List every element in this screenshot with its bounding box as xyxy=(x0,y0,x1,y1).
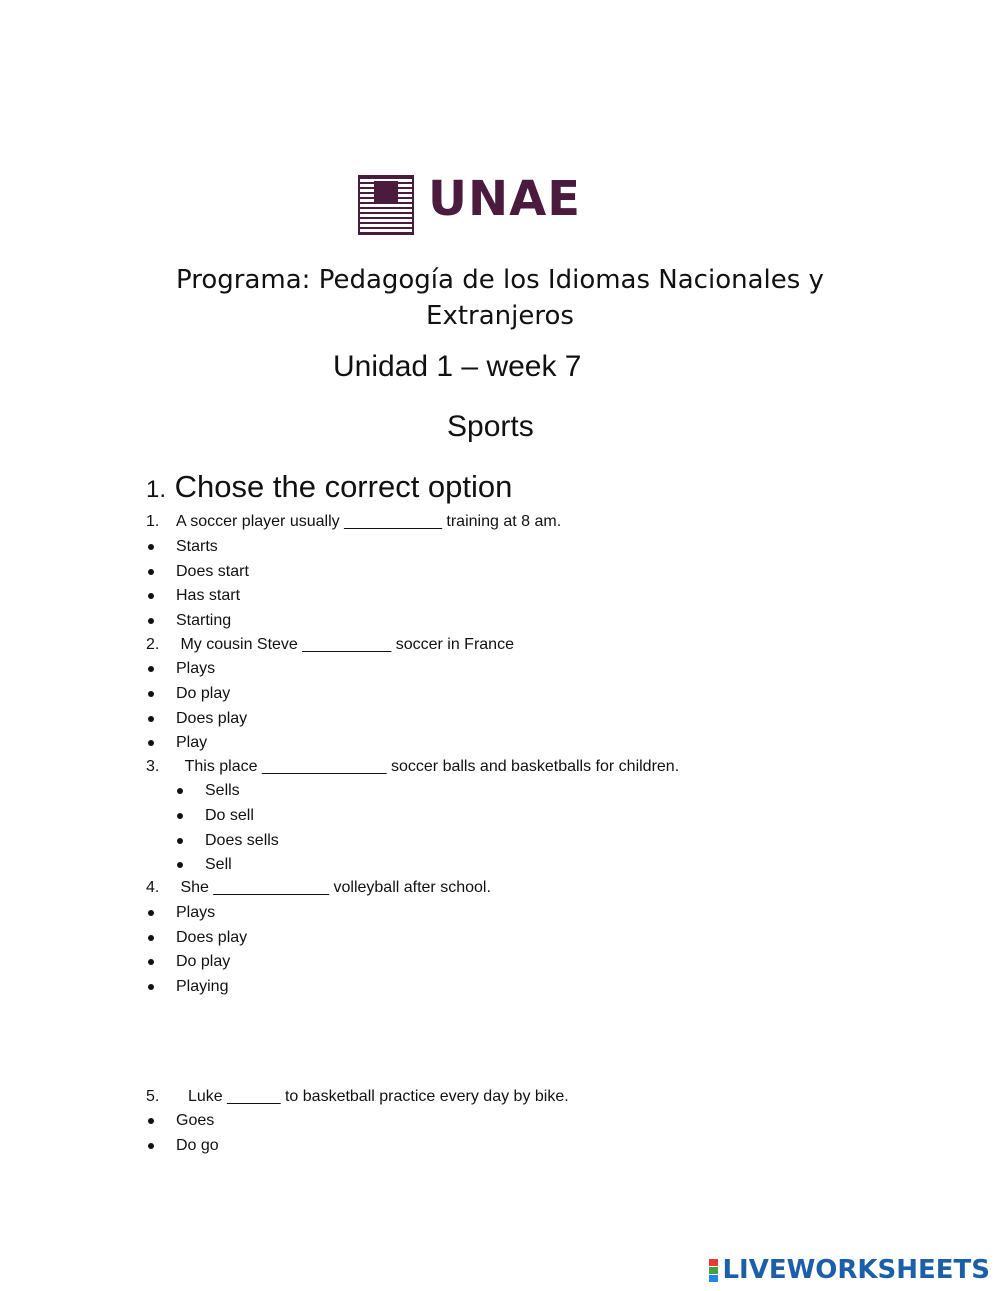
bullet-icon xyxy=(177,862,183,868)
bullet-icon xyxy=(148,935,154,941)
option-item[interactable]: Does start xyxy=(176,563,249,580)
liveworksheets-logo xyxy=(709,1255,990,1285)
option-item[interactable]: Playing xyxy=(176,978,229,995)
option-item[interactable]: Sells xyxy=(205,782,240,799)
unae-logo xyxy=(358,171,588,237)
bullet-icon xyxy=(148,618,154,624)
option-item[interactable]: Starting xyxy=(176,612,232,629)
bullet-icon xyxy=(148,1118,154,1124)
bullet-icon xyxy=(148,593,154,599)
bullet-icon xyxy=(148,984,154,990)
topic-title: Sports xyxy=(447,410,534,443)
program-title: Programa: Pedagogía de los Idiomas Nacionales y Extranjeros xyxy=(176,265,824,331)
brand-block xyxy=(709,1267,718,1274)
option-item[interactable]: Do go xyxy=(176,1137,219,1154)
question-number: 1. xyxy=(146,513,160,530)
brand-text: LIVEWORKSHEETS xyxy=(722,1255,990,1285)
question-number: 2. xyxy=(146,636,160,653)
section-title: Chose the correct option xyxy=(174,469,513,504)
question-text: This place ______________ soccer balls and basketballs for children. xyxy=(176,758,680,775)
option-item[interactable]: Plays xyxy=(176,904,216,921)
option-item[interactable]: Does play xyxy=(176,929,248,946)
question-text: My cousin Steve __________ soccer in France xyxy=(176,636,514,653)
bullet-icon xyxy=(148,544,154,550)
question-number: 4. xyxy=(146,879,160,896)
option-item[interactable]: Starts xyxy=(176,538,218,555)
bullet-icon xyxy=(177,838,183,844)
bullet-icon xyxy=(148,740,154,746)
bullet-icon xyxy=(177,788,183,794)
option-item[interactable]: Does play xyxy=(176,710,248,727)
unit-title: Unidad 1 – week 7 xyxy=(333,350,582,383)
bullet-icon xyxy=(148,691,154,697)
option-item[interactable]: Sell xyxy=(205,856,232,873)
question-text: Luke ______ to basketball practice every day by bike. xyxy=(188,1088,569,1105)
option-item[interactable]: Goes xyxy=(176,1112,215,1129)
option-item[interactable]: Play xyxy=(176,734,208,751)
bullet-icon xyxy=(148,666,154,672)
option-item[interactable]: Do play xyxy=(176,953,231,970)
bullet-icon xyxy=(148,569,154,575)
option-item[interactable]: Does sells xyxy=(205,832,279,849)
section-heading xyxy=(146,469,512,505)
bullet-icon xyxy=(148,959,154,965)
question-number: 3. xyxy=(146,758,160,775)
bullet-icon xyxy=(177,813,183,819)
option-item[interactable]: Do sell xyxy=(205,807,254,824)
option-item[interactable]: Has start xyxy=(176,587,241,604)
section-number: 1. xyxy=(146,476,167,503)
question-number: 5. xyxy=(146,1088,160,1105)
question-text: She _____________ volleyball after school. xyxy=(176,879,491,896)
unae-logo-text: UNAE xyxy=(428,171,582,227)
bullet-icon xyxy=(148,716,154,722)
option-item[interactable]: Plays xyxy=(176,660,216,677)
question-text: A soccer player usually ___________ training at 8 am. xyxy=(176,513,562,530)
brand-block xyxy=(709,1275,718,1282)
bullet-icon xyxy=(148,910,154,916)
brand-block xyxy=(709,1259,718,1266)
brand-blocks-icon xyxy=(709,1259,718,1282)
option-item[interactable]: Do play xyxy=(176,685,231,702)
bullet-icon xyxy=(148,1143,154,1149)
unae-logo-mark xyxy=(358,175,414,235)
